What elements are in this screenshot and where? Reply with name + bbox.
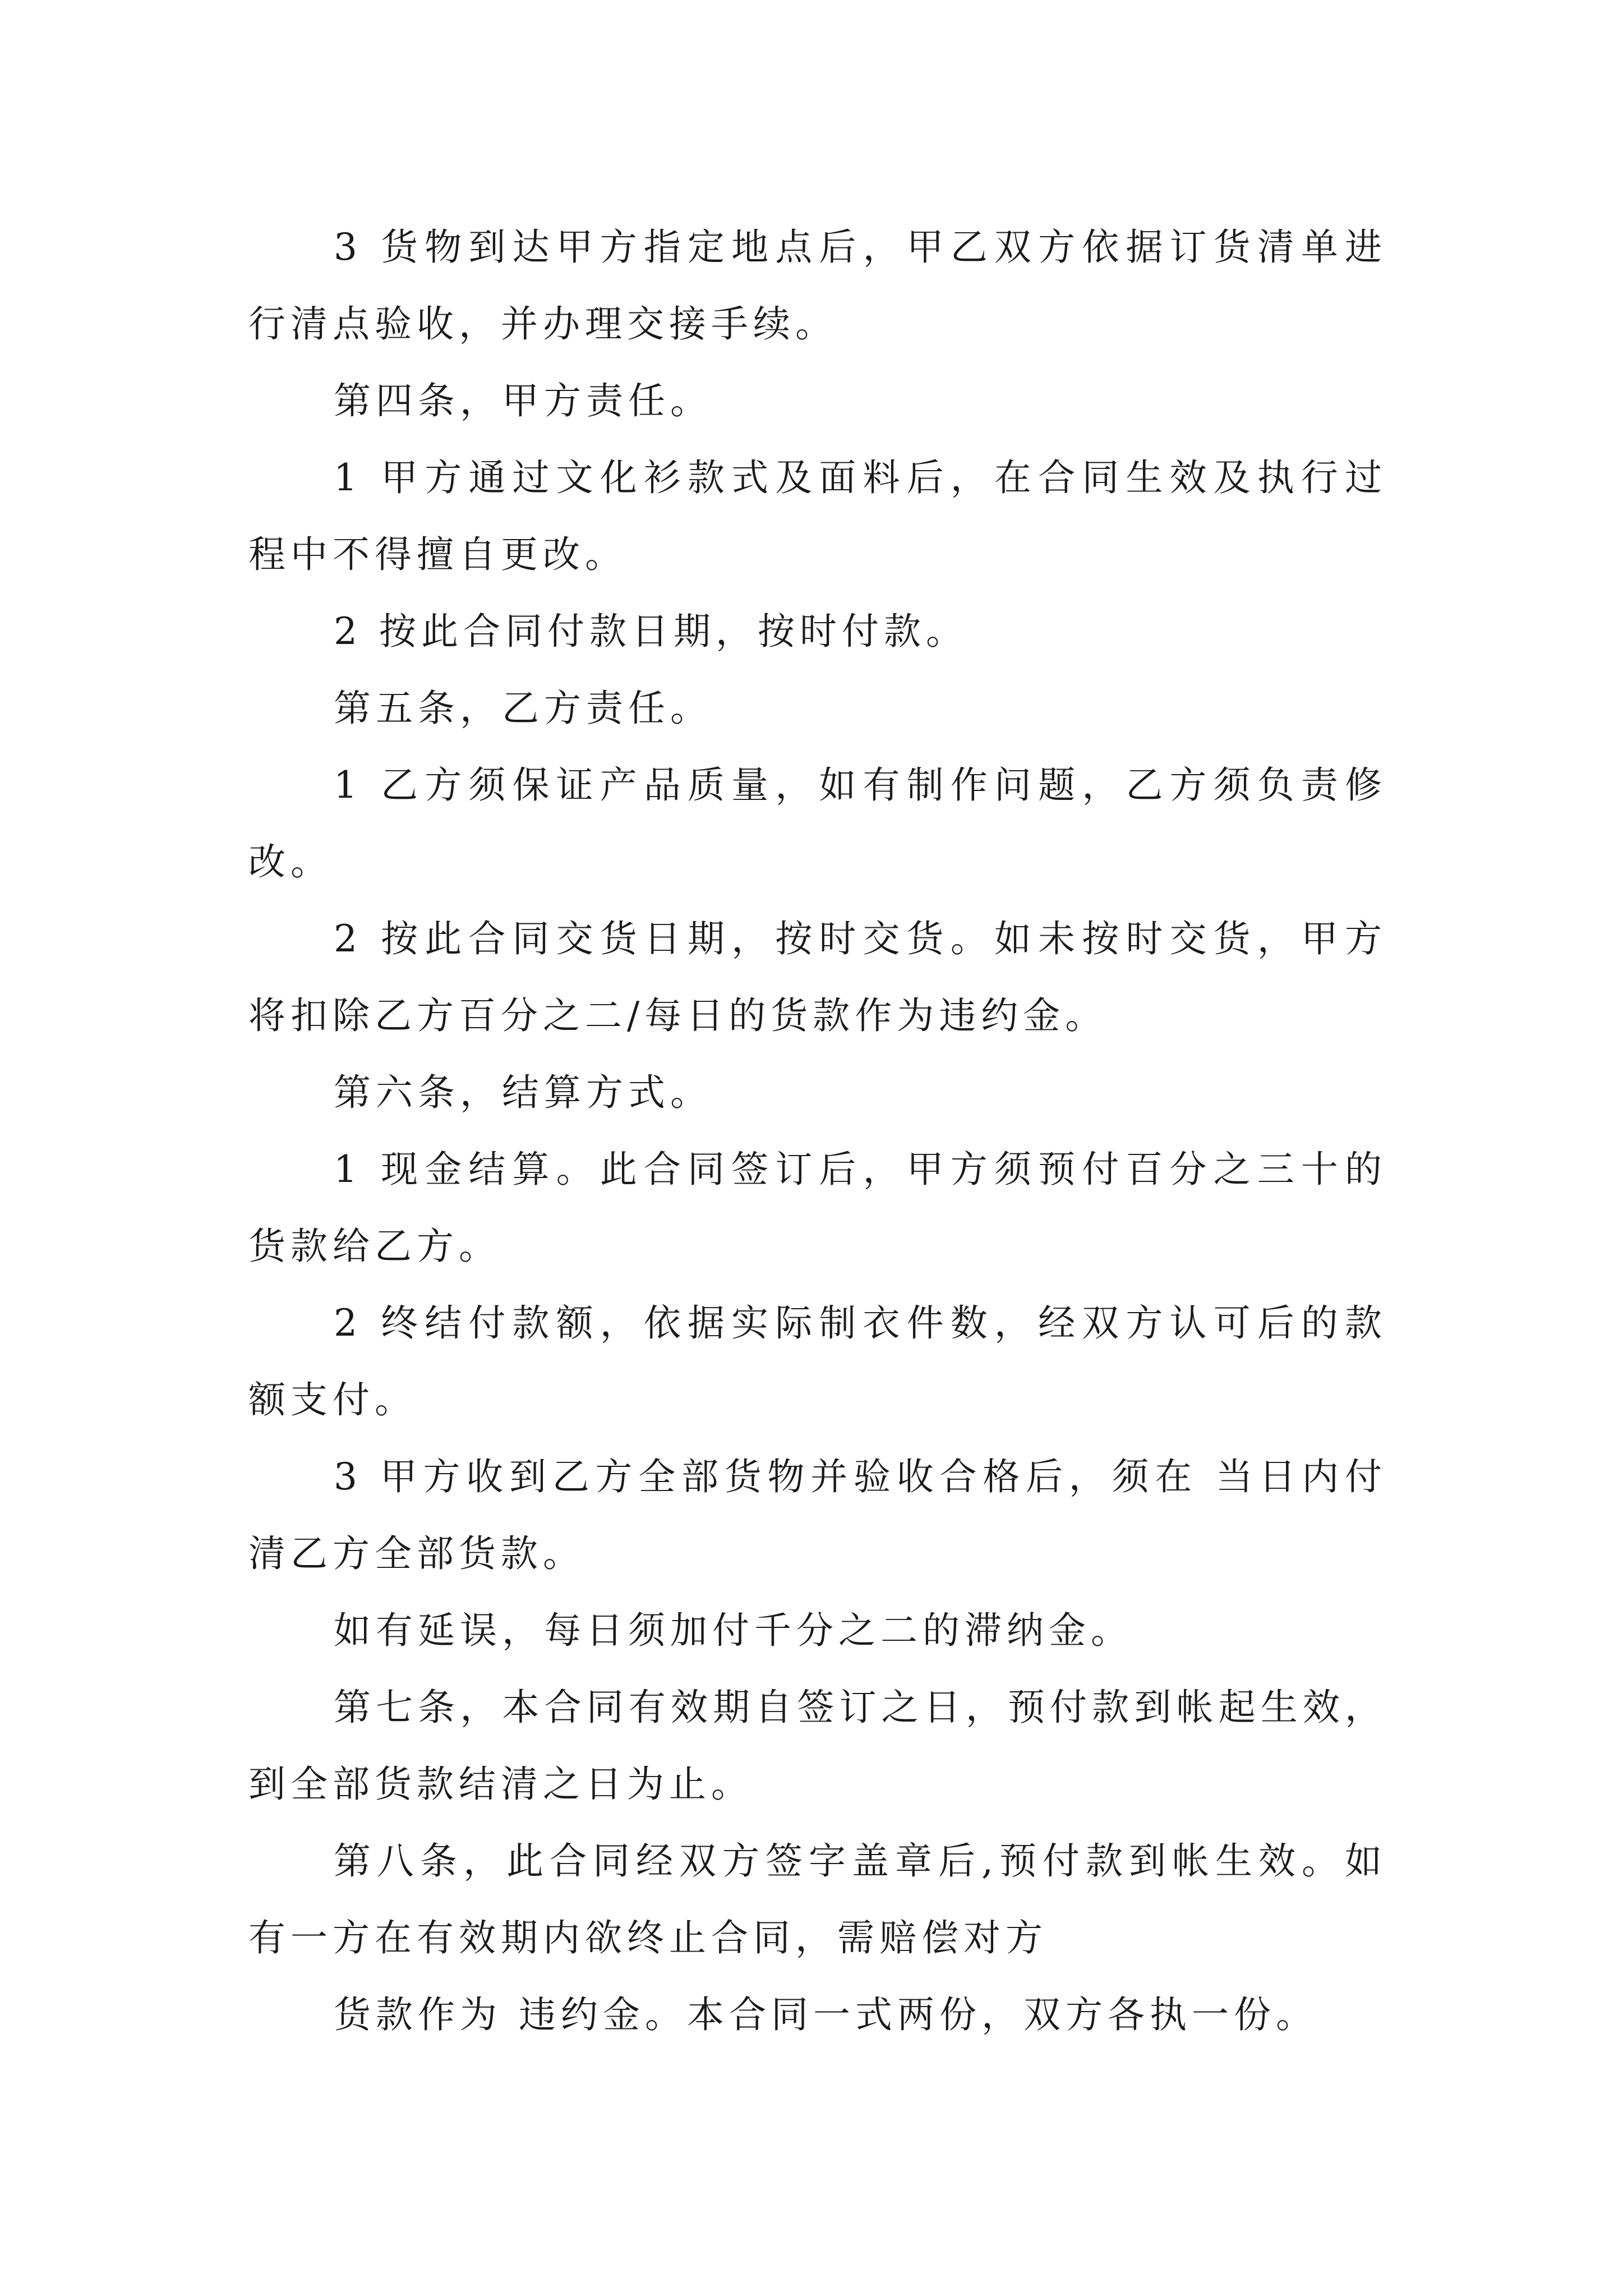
paragraph-final-clause: 货款作为 违约金。本合同一式两份，双方各执一份。 (334, 1993, 1318, 2036)
paragraph-party-b-clause-1: 1 乙方须保证产品质量，如有制作问题，乙方须负责修改。 (248, 763, 1387, 884)
contract-body (248, 209, 1387, 2053)
paragraph-article-5-heading: 第五条，乙方责任。 (334, 687, 712, 730)
paragraph-article-6-heading: 第六条，结算方式。 (334, 1071, 712, 1114)
paragraph-article-7: 第七条，本合同有效期自签订之日，预付款到帐起生效，到全部货款结清之日为止。 (248, 1686, 1387, 1806)
paragraph-late-fee: 如有延误，每日须加付千分之二的滞纳金。 (334, 1609, 1133, 1652)
paragraph-article-8: 第八条，此合同经双方签字盖章后,预付款到帐生效。如有一方在有效期内欲终止合同，需赔偿对方 (248, 1839, 1387, 1959)
paragraph-settlement-clause-3: 3 甲方收到乙方全部货物并验收合格后，须在 当日内付清乙方全部货款。 (248, 1455, 1387, 1575)
paragraph-settlement-clause-1: 1 现金结算。此合同签订后，甲方须预付百分之三十的货款给乙方。 (248, 1148, 1387, 1268)
paragraph-article-4-heading: 第四条，甲方责任。 (334, 379, 712, 422)
paragraph-goods-inspection: 3 货物到达甲方指定地点后，甲乙双方依据订货清单进行清点验收，并办理交接手续。 (248, 226, 1387, 346)
paragraph-party-b-clause-2: 2 按此合同交货日期，按时交货。如未按时交货，甲方将扣除乙方百分之二/每日的货款作为违约金。 (248, 917, 1387, 1037)
paragraph-party-a-clause-1: 1 甲方通过文化衫款式及面料后，在合同生效及执行过程中不得擅自更改。 (248, 456, 1387, 576)
paragraph-party-a-clause-2: 2 按此合同付款日期，按时付款。 (334, 610, 968, 653)
paragraph-settlement-clause-2: 2 终结付款额，依据实际制衣件数，经双方认可后的款额支付。 (248, 1301, 1387, 1421)
